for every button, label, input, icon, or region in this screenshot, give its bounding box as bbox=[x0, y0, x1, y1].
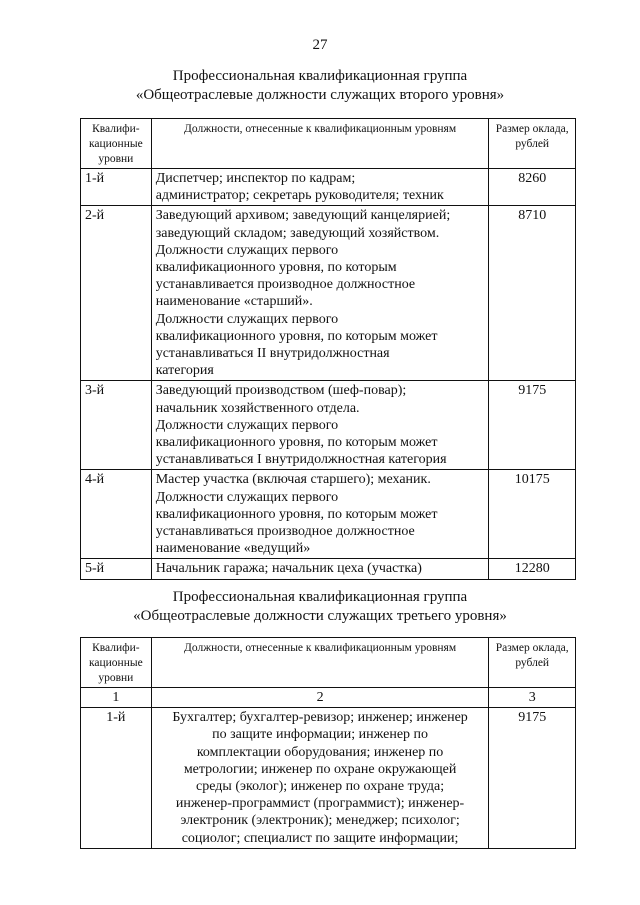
position-text-line: Должности служащих первого bbox=[155, 311, 339, 327]
position-text-line: по защите информации; инженер по bbox=[212, 727, 429, 743]
column-number: 2 bbox=[151, 688, 489, 708]
table-row bbox=[81, 381, 576, 470]
position-text-line: среды (эколог); инженер по охране труда; bbox=[196, 779, 445, 795]
position-text-line: квалификационного уровня, по которым может bbox=[155, 506, 438, 522]
position-text-line: Начальник гаража; начальник цеха (участка) bbox=[155, 561, 422, 577]
level-cell: 5-й bbox=[81, 559, 152, 579]
position-text-line: инженер-программист (программист); инженер- bbox=[175, 796, 465, 812]
positions-cell bbox=[151, 169, 489, 206]
header-positions: Должности, отнесенные к квалификационным уровням bbox=[151, 119, 489, 169]
position-text-line: метрологии; инженер по охране окружающей bbox=[183, 761, 457, 777]
group-title-third-level bbox=[0, 588, 640, 626]
salary-cell: 9175 bbox=[489, 708, 576, 849]
level-cell: 1-й bbox=[81, 708, 152, 849]
position-text-line: наименование «ведущий» bbox=[155, 541, 311, 557]
table-header-row bbox=[81, 119, 576, 169]
position-text-line: категория bbox=[155, 363, 214, 379]
table-row bbox=[81, 206, 576, 381]
table-row bbox=[81, 708, 576, 849]
position-text-line: Должности служащих первого bbox=[155, 242, 339, 258]
position-text-line: комплектации оборудования; инженер по bbox=[196, 744, 444, 760]
level-cell: 3-й bbox=[81, 381, 152, 470]
group-title-line: «Общеотраслевые должности служащих второго уровня» bbox=[135, 87, 505, 103]
position-text-line: устанавливаться I внутридолжностная категория bbox=[155, 452, 447, 468]
positions-cell bbox=[151, 708, 489, 849]
position-text-line: наименование «старший». bbox=[155, 294, 313, 310]
positions-cell bbox=[151, 381, 489, 470]
salary-cell: 12280 bbox=[489, 559, 576, 579]
salary-cell: 10175 bbox=[489, 470, 576, 559]
page-number: 27 bbox=[312, 37, 328, 53]
level-cell: 1-й bbox=[81, 169, 152, 206]
header-level: Квалифи-кационные уровни bbox=[81, 119, 152, 169]
table-header-row bbox=[81, 638, 576, 688]
header-level: Квалифи-кационные уровни bbox=[81, 638, 152, 688]
salary-cell: 8710 bbox=[489, 206, 576, 381]
position-text-line: квалификационного уровня, по которым может bbox=[155, 435, 438, 451]
group-title-line: «Общеотраслевые должности служащих третьего уровня» bbox=[133, 608, 507, 624]
position-text-line: Бухгалтер; бухгалтер-ревизор; инженер; инженер bbox=[172, 710, 468, 726]
header-positions: Должности, отнесенные к квалификационным уровням bbox=[151, 638, 489, 688]
position-text-line: квалификационного уровня, по которым может bbox=[155, 328, 438, 344]
salary-cell: 8260 bbox=[489, 169, 576, 206]
position-text-line: заведующий складом; заведующий хозяйством. bbox=[155, 225, 440, 241]
position-text-line: Заведующий архивом; заведующий канцелярией; bbox=[155, 208, 451, 224]
positions-cell bbox=[151, 206, 489, 381]
table-row bbox=[81, 559, 576, 579]
header-salary: Размер оклада, рублей bbox=[489, 119, 576, 169]
position-text-line: Должности служащих первого bbox=[155, 417, 339, 433]
position-text-line: социолог; специалист по защите информации; bbox=[181, 830, 459, 846]
position-text-line: электроник (электроник); менеджер; психолог; bbox=[180, 813, 460, 829]
column-number-row bbox=[81, 688, 576, 708]
header-salary: Размер оклада, рублей bbox=[489, 638, 576, 688]
positions-cell bbox=[151, 559, 489, 579]
position-text-line: устанавливаться производное должностное bbox=[155, 524, 415, 540]
level-cell: 4-й bbox=[81, 470, 152, 559]
position-text-line: Мастер участка (включая старшего); механик. bbox=[155, 472, 431, 488]
qualification-table-third-level bbox=[80, 637, 576, 849]
group-title-line: Профессиональная квалификационная группа bbox=[172, 589, 468, 605]
position-text-line: администратор; секретарь руководителя; техник bbox=[155, 188, 444, 204]
group-title-line: Профессиональная квалификационная группа bbox=[172, 68, 468, 84]
position-text-line: квалификационного уровня, по которым bbox=[155, 260, 397, 276]
group-title-second-level bbox=[0, 67, 640, 105]
position-text-line: Должности служащих первого bbox=[155, 489, 339, 505]
salary-cell: 9175 bbox=[489, 381, 576, 470]
position-text-line: устанавливаться II внутридолжностная bbox=[155, 346, 390, 362]
position-text-line: начальник хозяйственного отдела. bbox=[155, 400, 360, 416]
qualification-table-second-level bbox=[80, 118, 576, 580]
column-number: 3 bbox=[489, 688, 576, 708]
position-text-line: Диспетчер; инспектор по кадрам; bbox=[155, 171, 356, 186]
position-text-line: устанавливается производное должностное bbox=[155, 277, 416, 293]
positions-cell bbox=[151, 470, 489, 559]
column-number: 1 bbox=[81, 688, 152, 708]
table-row bbox=[81, 169, 576, 206]
position-text-line: Заведующий производством (шеф-повар); bbox=[155, 383, 407, 399]
level-cell: 2-й bbox=[81, 206, 152, 381]
table-row bbox=[81, 470, 576, 559]
